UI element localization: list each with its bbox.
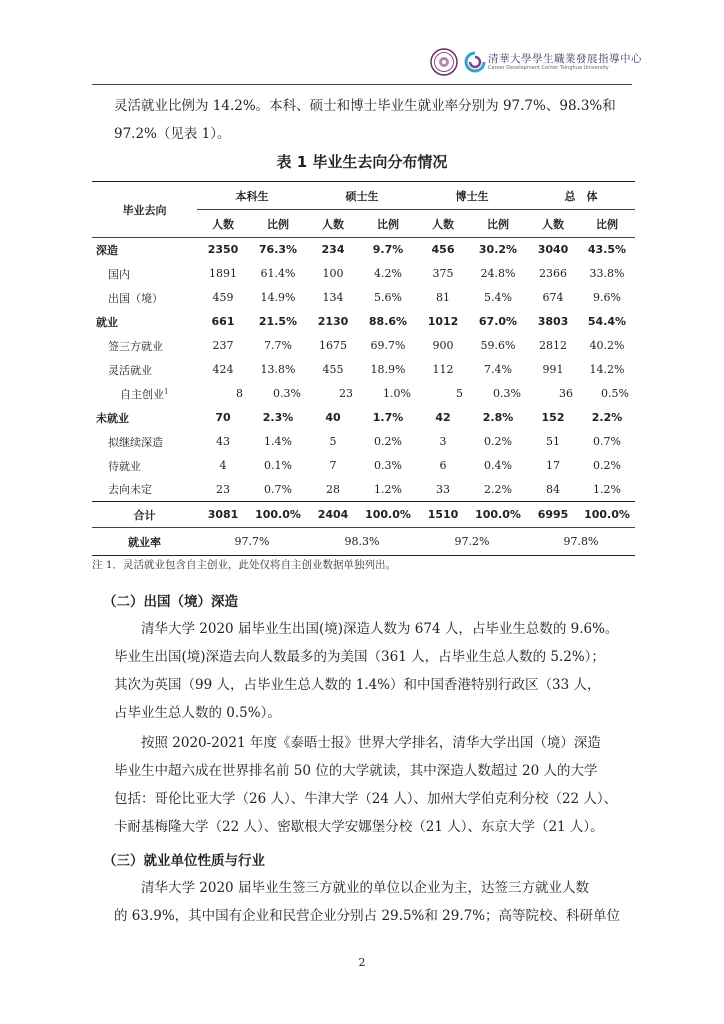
cell: 8 [236,387,243,400]
cell: 69.7% [370,339,406,352]
cell: 97.8% [563,535,599,548]
row-label [92,382,197,406]
cell: 2350 [207,243,239,257]
cell: 0.3% [273,387,301,400]
cell: 42 [435,411,451,424]
career-center-logo-icon [464,51,486,73]
intro-paragraph [114,92,634,148]
cell: 23 [216,482,230,496]
row-label-text: 出国（境） [108,291,163,305]
row-label-text: 就业 [96,315,118,329]
cell: 112 [432,363,454,376]
text-line: 毕业生出国(境)深造去向人数最多的为美国（361 人，占毕业生总人数的 5.2%）； [114,649,605,665]
cell: 1.7% [372,411,404,424]
cell: 661 [211,315,235,328]
cell: 54.4% [587,315,627,328]
cell: 5.4% [484,291,512,304]
page-header [430,46,642,78]
table-row [92,454,635,478]
cell: 1012 [427,315,459,328]
section3-paragraph-1 [114,874,634,930]
row-label-text: 拟继续深造 [108,435,163,449]
group-header: 硕士生 [307,182,417,210]
cell: 2.2% [591,411,623,424]
footnote-marker: 1 [164,386,169,395]
cell: 7.7% [264,339,292,352]
cell: 459 [212,291,234,304]
subheader-ratio: 比例 [487,217,509,231]
cell: 0.3% [493,387,521,400]
cell: 100.0% [255,508,301,521]
table-row [92,286,635,310]
section2-paragraph-1 [114,615,634,727]
subheader-ratio: 比例 [267,217,289,231]
cell: 1675 [319,339,347,352]
cell: 100.0% [475,508,521,521]
text-line: 其次为英国（99 人，占毕业生总人数的 1.4%）和中国香港特别行政区（33 人， [114,677,601,693]
subheader-ratio: 比例 [596,217,618,231]
cell: 9.6% [593,291,621,304]
row-label-text: 待就业 [108,459,141,473]
cell: 17 [546,459,560,472]
table-footnote: 注 1．灵活就业包含自主创业，此处仅将自主创业数据单独列出。 [92,559,397,571]
cell: 237 [212,339,234,352]
cell: 2404 [317,508,349,521]
cell: 43.5% [587,243,627,257]
cell: 375 [432,267,454,280]
text-line: 占毕业生总人数的 0.5%）。 [114,705,281,721]
cell: 456 [431,243,455,257]
row-label [92,286,197,310]
cell: 51 [546,435,560,448]
cell: 0.2% [593,459,621,472]
cell: 234 [321,243,345,257]
cell: 3 [439,435,447,448]
cell: 28 [326,482,340,496]
cell: 0.3% [374,459,402,472]
cell: 100.0% [584,508,630,521]
text-line: 清华大学 2020 届毕业生出国(境)深造人数为 674 人，占毕业生总数的 9.6%。 [141,621,619,637]
text-line: 包括：哥伦比亚大学（26 人）、牛津大学（24 人）、加州大学伯克利分校（22 人）、 [114,791,618,807]
group-header: 总 体 [527,182,635,210]
cell: 5 [329,435,337,448]
row-label [92,238,197,262]
cell: 6995 [537,508,569,521]
cell: 424 [212,363,234,376]
cell: 1510 [427,508,459,521]
cell: 4.2% [374,267,402,280]
cell: 97.2% [454,535,490,548]
table-row [92,382,635,406]
text-line: 按照 2020-2021 年度《泰晤士报》世界大学排名，清华大学出国（境）深造 [141,735,601,751]
cell: 67.0% [478,315,518,328]
text-line: 卡耐基梅隆大学（22 人）、密歇根大学安娜堡分校（21 人）、东京大学（21 人）。 [114,819,604,835]
table-row [92,262,635,286]
subheader-count: 人数 [212,217,234,231]
cell: 134 [322,291,344,304]
cell: 59.6% [480,339,516,352]
cell: 36 [559,387,573,400]
career-center-name: 清華大學學生職業發展指導中心 [488,53,642,65]
row-label-text: 自主创业 [120,387,164,401]
cell: 0.1% [264,459,292,472]
cell: 0.7% [593,435,621,448]
text-line: 的 63.9%，其中国有企业和民营企业分别占 29.5%和 29.7%；高等院校、科研单位 [114,908,621,924]
row-label-text: 灵活就业 [108,363,152,377]
row-label-text: 签三方就业 [108,339,163,353]
cell: 152 [541,411,565,424]
cell: 30.2% [478,243,518,257]
cell: 2366 [539,267,567,280]
cell: 6 [439,459,447,472]
cell: 7.4% [484,363,512,376]
table-row [92,238,635,262]
cell: 0.2% [374,435,402,448]
cell: 18.9% [370,363,406,376]
cell: 4 [219,459,227,472]
cell: 991 [542,363,564,376]
table-body [92,238,635,502]
table-row [92,430,635,454]
cell: 33.8% [589,267,625,280]
cell: 88.6% [368,315,408,328]
cell: 14.2% [589,363,625,376]
university-seal-icon [430,48,458,76]
cell: 2.8% [482,411,514,424]
section2-paragraph-2 [114,729,634,841]
row-label [92,358,197,382]
table-row-employment-rate [92,528,635,556]
cell: 1.4% [264,435,292,448]
cell: 5.6% [374,291,402,304]
table-row [92,334,635,358]
cell: 76.3% [258,243,298,257]
graduate-destination-table [92,181,635,556]
cell: 2.2% [484,482,512,496]
cell: 0.2% [484,435,512,448]
subheader-count: 人数 [322,217,344,231]
cell: 2130 [317,315,349,328]
cell: 900 [432,339,454,352]
row-label [92,406,197,430]
table-row [92,358,635,382]
cell: 40 [325,411,341,424]
section-heading: （三）就业单位性质与行业 [103,853,265,869]
subheader-ratio: 比例 [377,217,399,231]
cell: 3040 [537,243,569,257]
cell: 0.5% [601,387,629,400]
cell: 97.7% [234,535,270,548]
table-row [92,478,635,502]
cell: 13.8% [260,363,296,376]
section-heading: （二）出国（境）深造 [103,594,238,610]
cell: 1.2% [374,482,402,496]
subheader-count: 人数 [432,217,454,231]
cell: 0.7% [264,482,292,496]
cell: 70 [215,411,231,424]
row-label-text: 深造 [96,243,118,257]
text-line: 清华大学 2020 届毕业生签三方就业的单位以企业为主，达签三方就业人数 [141,880,589,896]
col-header-destination: 毕业去向 [92,182,197,238]
career-center-name-en: Career Development Center Tsinghua University [488,65,609,71]
cell: 1.2% [593,482,621,496]
cell: 455 [322,363,344,376]
row-label [92,454,197,478]
cell: 3803 [537,315,569,328]
cell: 14.9% [260,291,296,304]
cell: 24.8% [480,267,516,280]
group-header: 博士生 [417,182,527,210]
table-row [92,406,635,430]
row-label: 合计 [133,508,156,522]
page-number: 2 [358,956,366,969]
cell: 1.0% [383,387,411,400]
cell: 3081 [207,508,239,521]
cell: 9.7% [372,243,404,257]
cell: 81 [436,291,450,304]
row-label-text: 未就业 [96,411,129,425]
table-row [92,310,635,334]
cell: 2812 [539,339,567,352]
header-rule [92,84,632,85]
cell: 0.4% [484,459,512,472]
cell: 40.2% [589,339,625,352]
cell: 7 [329,459,337,472]
text-line: 毕业生中超六成在世界排名前 50 位的大学就读，其中深造人数超过 20 人的大学 [114,763,598,779]
cell: 43 [216,435,230,448]
row-label-text: 去向未定 [108,483,152,497]
subheader-count: 人数 [542,217,564,231]
row-label [92,262,197,286]
cell: 5 [456,387,463,400]
cell: 100 [322,267,344,280]
cell: 100.0% [365,508,411,521]
cell: 23 [339,387,353,400]
row-label [92,430,197,454]
intro-line: 97.2%（见表 1）。 [114,126,231,142]
table-row-total [92,502,635,528]
group-header: 本科生 [197,182,307,210]
row-label [92,478,197,502]
table-title: 表 1 毕业生去向分布情况 [276,153,448,171]
row-label-text: 国内 [108,267,130,281]
row-label [92,310,197,334]
cell: 98.3% [344,535,380,548]
cell: 61.4% [260,267,296,280]
cell: 33 [436,482,450,496]
cell: 674 [542,291,564,304]
intro-line: 灵活就业比例为 14.2%。本科、硕士和博士毕业生就业率分别为 97.7%、98.3%和 [114,98,616,114]
row-label: 就业率 [128,535,161,549]
cell: 2.3% [262,411,294,424]
cell: 1891 [209,267,237,280]
cell: 84 [546,482,560,496]
cell: 21.5% [258,315,298,328]
row-label [92,334,197,358]
